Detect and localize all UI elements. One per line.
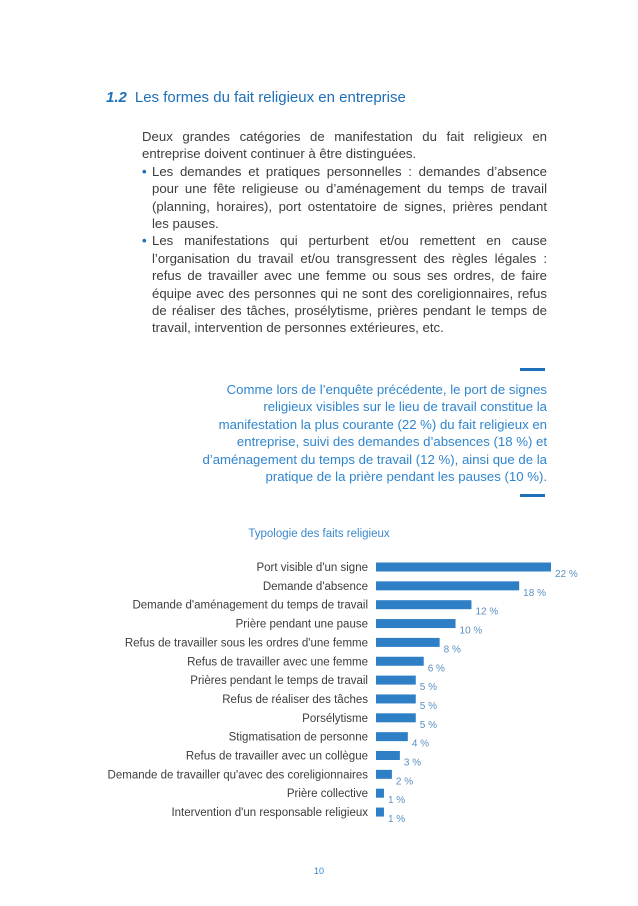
callout-quote: Comme lors de l’enquête précédente, le port de signes religieux visibles sur le lieu de travail constitue la manifestation la plus courante (22 %) du fait religieux en entreprise, suivi des demandes d’absences (18 %) et d’aménagement du temps de travail (12 %), ainsi que de la pratique de la prière pendant les pauses (10 %). [202, 382, 547, 485]
category-label: Demande d'absence [262, 580, 368, 593]
category-label: Refus de travailler avec un collègue [185, 750, 368, 763]
value-label: 12 % [475, 606, 499, 618]
bar [376, 638, 440, 647]
category-label: Porsélytisme [302, 712, 368, 725]
category-label: Refus de travailler avec une femme [187, 656, 368, 669]
bar [376, 713, 416, 722]
value-label: 18 % [523, 587, 546, 599]
category-label: Prière pendant une pause [235, 618, 368, 631]
value-label: 2 % [395, 776, 414, 788]
chart-title: Typologie des faits religieux [248, 528, 390, 540]
category-label: Demande de travailler qu'avec des coreligionnaires [107, 769, 368, 782]
bar [376, 751, 400, 760]
value-label: 5 % [419, 719, 438, 731]
category-label: Stigmatisation de personne [228, 731, 368, 744]
value-label: 1 % [387, 814, 406, 826]
category-label: Refus de réaliser des tâches [222, 693, 368, 706]
page-number: 10 [313, 866, 324, 876]
bar [376, 789, 384, 798]
category-label: Port visible d'un signe [256, 562, 368, 574]
bar [376, 657, 424, 666]
category-label: Intervention d'un responsable religieux [171, 807, 368, 820]
value-label: 4 % [411, 738, 430, 750]
bar [376, 732, 408, 741]
category-label: Prière collective [286, 788, 368, 801]
category-label: Prières pendant le temps de travail [190, 675, 368, 688]
bar [376, 694, 416, 703]
bar [376, 770, 392, 779]
value-label: 8 % [443, 644, 461, 656]
category-label: Demande d'aménagement du temps de travail [132, 599, 368, 612]
intro-paragraph: Deux grandes catégories de manifestation du fait religieux en entreprise doivent continuer à être distinguées. [142, 129, 547, 162]
bullet-marker: • [142, 163, 147, 179]
bar [376, 808, 384, 817]
value-label: 22 % [555, 569, 578, 580]
value-label: 5 % [419, 700, 438, 712]
bar [376, 563, 551, 572]
section-title: Les formes du fait religieux en entreprise [134, 89, 406, 106]
value-label: 3 % [403, 757, 422, 769]
bar [376, 619, 456, 628]
bar [376, 600, 471, 609]
section-number: 1.2 [106, 89, 127, 106]
bullet-text: Les manifestations qui perturbent et/ou remettent en cause l’organisation du travail et/ou transgressent des règles légales : refus de travailler avec une femme ou sous ses ordres, de faire équipe avec des personnes qui ne sont des coreligionnaires, refus de réaliser des tâches, prosélytisme, prières pendant le temps de travail, intervention de personnes extérieures, etc. [152, 233, 547, 336]
bullet-marker: • [142, 233, 147, 249]
value-label: 1 % [387, 795, 406, 807]
category-label: Refus de travailler sous les ordres d'une femme [124, 637, 368, 650]
value-label: 10 % [459, 625, 483, 637]
bar [376, 676, 416, 685]
bullet-text: Les demandes et pratiques personnelles : demandes d’absence pour une fête religieuse ou d’aménagement du temps de travail (planning, horaires), port ostentatoire de signes, prières pendant les pauses. [152, 163, 547, 232]
value-label: 6 % [427, 663, 445, 675]
value-label: 5 % [419, 682, 438, 694]
bar [376, 581, 519, 590]
